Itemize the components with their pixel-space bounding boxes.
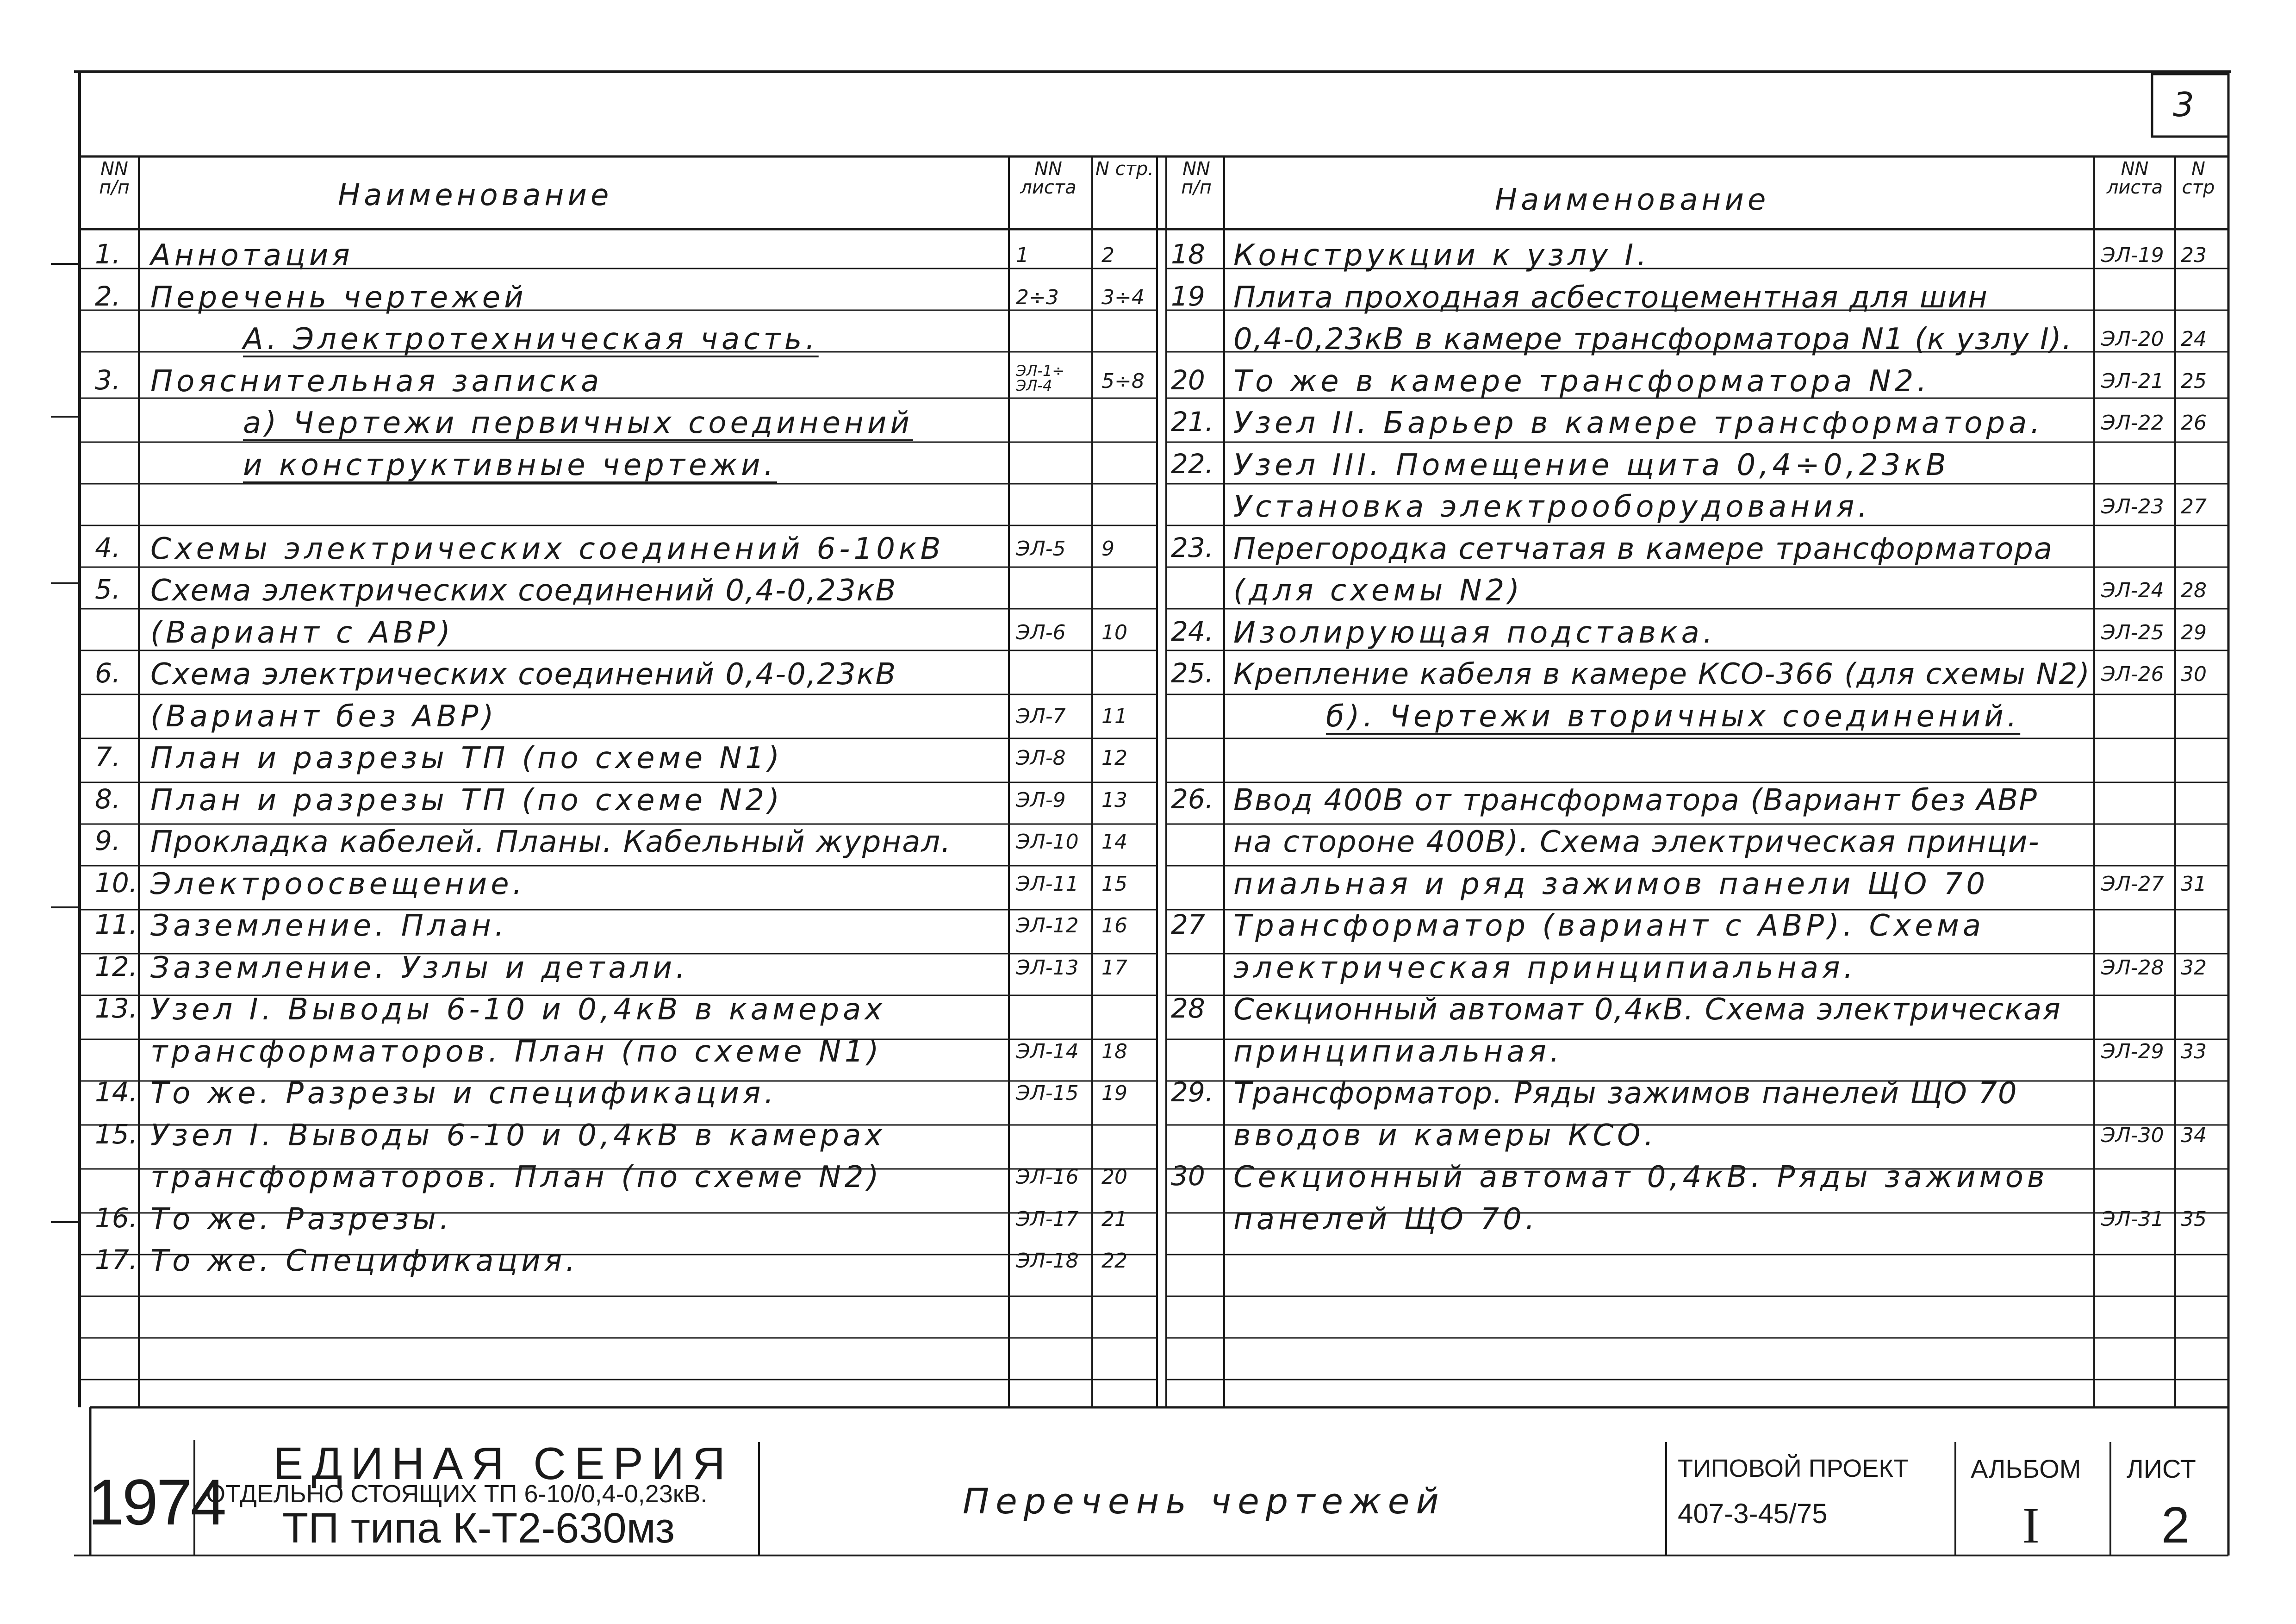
header-page-left: N стр.: [1095, 158, 1154, 180]
left-sheet: ЭЛ-8: [1016, 746, 1066, 770]
right-page: 26: [2181, 411, 2207, 435]
left-sheet: ЭЛ-15: [1016, 1081, 1079, 1105]
left-page: 3÷4: [1101, 285, 1145, 309]
header-num-right: NN п/п: [1181, 158, 1212, 198]
right-num: 18: [1171, 238, 1205, 270]
right-page: 29: [2181, 620, 2207, 644]
left-text: Заземление. План.: [150, 909, 508, 943]
left-page: 13: [1101, 788, 1127, 812]
header-num-left: NN п/п: [99, 158, 130, 198]
left-num: 11.: [95, 909, 138, 940]
right-num: 28: [1171, 993, 1205, 1024]
right-page: 35: [2181, 1207, 2207, 1231]
left-page: 15: [1101, 872, 1127, 896]
left-sheet: ЭЛ-5: [1016, 537, 1066, 561]
header-sheets-right: NN листа: [2106, 158, 2163, 198]
right-sheet: ЭЛ-24: [2101, 579, 2164, 602]
left-sheet: ЭЛ-16: [1016, 1165, 1079, 1189]
left-num: 5.: [95, 574, 121, 605]
left-text: План и разрезы ТП (по схеме N2): [150, 783, 784, 818]
right-sheet: ЭЛ-31: [2101, 1207, 2164, 1231]
right-text: вводов и камеры КСО.: [1233, 1118, 1657, 1153]
left-sheet: ЭЛ-17: [1016, 1207, 1079, 1231]
left-sheet: ЭЛ-9: [1016, 788, 1066, 812]
left-sheet: ЭЛ-18: [1016, 1249, 1079, 1273]
right-page: 30: [2181, 662, 2207, 686]
left-text: а) Чертежи первичных соединений: [243, 406, 914, 440]
left-text: Аннотация: [150, 238, 354, 273]
right-num: 20: [1171, 364, 1205, 396]
series-title: ЕДИНАЯ СЕРИЯ: [273, 1438, 734, 1489]
project-label: ТИПОВОЙ ПРОЕКТ: [1678, 1455, 1909, 1482]
left-text: А. Электротехническая часть.: [243, 322, 819, 356]
left-text: Перечень чертежей: [150, 280, 527, 315]
left-text: Схема электрических соединений 0,4-0,23кВ: [150, 657, 897, 692]
right-text: панелей ЩО 70.: [1233, 1202, 1538, 1237]
right-sheet: ЭЛ-23: [2101, 495, 2164, 518]
left-page: 5÷8: [1101, 369, 1145, 393]
right-sheet: ЭЛ-22: [2101, 411, 2164, 435]
left-num: 2.: [95, 280, 121, 312]
right-page: 31: [2181, 872, 2207, 896]
right-sheet: ЭЛ-29: [2101, 1039, 2164, 1063]
right-text: принципиальная.: [1233, 1034, 1563, 1069]
header-sheets-left: NN листа: [1020, 158, 1076, 198]
left-page: 20: [1101, 1165, 1127, 1189]
left-num: 8.: [95, 783, 121, 815]
left-num: 1.: [95, 238, 121, 270]
left-page: 18: [1101, 1039, 1127, 1063]
right-num: 23.: [1171, 531, 1214, 563]
right-text: электрическая принципиальная.: [1233, 950, 1857, 985]
right-sheet: ЭЛ-20: [2101, 327, 2164, 351]
left-page: 14: [1101, 830, 1127, 854]
right-page: 25: [2181, 369, 2207, 393]
left-page: 22: [1101, 1249, 1127, 1273]
right-num: 21.: [1171, 406, 1214, 437]
left-sheet: ЭЛ-11: [1016, 872, 1079, 896]
right-num: 25.: [1171, 657, 1214, 689]
left-num: 15.: [95, 1118, 138, 1150]
sheet-label: ЛИСТ: [2127, 1454, 2196, 1483]
left-sheet: ЭЛ-6: [1016, 620, 1066, 644]
left-text: Узел I. Выводы 6-10 и 0,4кВ в камерах: [150, 993, 886, 1027]
album-value: I: [2022, 1497, 2040, 1554]
left-num: 4.: [95, 531, 121, 563]
right-page: 27: [2181, 495, 2207, 518]
left-sheet: ЭЛ-1÷ ЭЛ-4: [1016, 362, 1065, 394]
left-sheet: 2÷3: [1016, 285, 1059, 309]
left-text: То же. Разрезы и спецификация.: [150, 1076, 778, 1111]
right-text: 0,4-0,23кВ в камере трансформатора N1 (к узлу I).: [1233, 322, 2073, 356]
right-num: 24.: [1171, 615, 1214, 647]
left-sheet: ЭЛ-12: [1016, 914, 1079, 937]
left-page: 10: [1101, 620, 1127, 644]
left-text: Электроосвещение.: [150, 867, 526, 901]
right-page: 28: [2181, 579, 2207, 602]
right-num: 27: [1171, 909, 1205, 940]
left-page: 17: [1101, 956, 1127, 980]
project-number: 407-3-45/75: [1678, 1498, 1828, 1529]
right-text: пиальная и ряд зажимов панели ЩО 70: [1233, 867, 1989, 901]
left-page: 21: [1101, 1207, 1127, 1231]
left-page: 11: [1101, 704, 1127, 728]
right-text: Конструкции к узлу I.: [1233, 238, 1650, 273]
header-page-right: N стр: [2182, 158, 2215, 198]
right-text: Узел III. Помещение щита 0,4÷0,23кВ: [1233, 448, 1950, 482]
right-num: 19: [1171, 280, 1205, 312]
left-sheet: ЭЛ-7: [1016, 704, 1066, 728]
left-page: 19: [1101, 1081, 1127, 1105]
right-text: (для схемы N2): [1233, 574, 1524, 608]
left-page: 12: [1101, 746, 1127, 770]
right-sheet: ЭЛ-21: [2101, 369, 2164, 393]
right-text: на стороне 400В). Схема электрическая принци-: [1233, 825, 2040, 859]
right-num: 30: [1171, 1160, 1205, 1192]
left-num: 3.: [95, 364, 121, 396]
right-text: Крепление кабеля в камере КСО-366 (для схемы N2): [1233, 657, 2091, 691]
right-text: б). Чертежи вторичных соединений.: [1326, 699, 2021, 734]
left-sheet: ЭЛ-10: [1016, 830, 1079, 854]
right-page: 24: [2181, 327, 2207, 351]
left-num: 14.: [95, 1076, 138, 1108]
left-text: Пояснительная записка: [150, 364, 603, 399]
left-text: и конструктивные чертежи.: [243, 448, 777, 482]
left-sheet: ЭЛ-14: [1016, 1039, 1079, 1063]
right-text: Плита проходная асбестоцементная для шин: [1233, 280, 1988, 315]
left-page: 16: [1101, 914, 1127, 937]
page-number: 3: [2173, 85, 2194, 124]
left-text: План и разрезы ТП (по схеме N1): [150, 741, 784, 775]
left-num: 6.: [95, 657, 121, 689]
right-sheet: ЭЛ-30: [2101, 1123, 2164, 1147]
tp-type: ТП типа К-Т2-630мз: [282, 1505, 675, 1552]
year: 1974: [88, 1466, 225, 1538]
right-text: Трансформатор. Ряды зажимов панелей ЩО 70: [1233, 1076, 2018, 1111]
right-num: 26.: [1171, 783, 1214, 815]
right-text: Трансформатор (вариант с АВР). Схема: [1233, 909, 1985, 943]
left-text: Схемы электрических соединений 6-10кВ: [150, 531, 945, 566]
left-text: Узел I. Выводы 6-10 и 0,4кВ в камерах: [150, 1118, 886, 1153]
left-page: 2: [1101, 244, 1114, 267]
right-page: 32: [2181, 956, 2207, 980]
left-text: То же. Разрезы.: [150, 1202, 453, 1237]
right-text: Изолирующая подставка.: [1233, 615, 1717, 650]
left-text: Прокладка кабелей. Планы. Кабельный журнал.: [150, 825, 952, 859]
left-page: 9: [1101, 537, 1114, 561]
left-text: Схема электрических соединений 0,4-0,23кВ: [150, 574, 897, 608]
right-text: Узел II. Барьер в камере трансформатора.: [1233, 406, 2044, 440]
left-num: 7.: [95, 741, 121, 773]
series-subtitle: ОТДЕЛЬНО СТОЯЩИХ ТП 6-10/0,4-0,23кВ.: [206, 1480, 708, 1508]
right-num: 22.: [1171, 448, 1214, 480]
left-text: Заземление. Узлы и детали.: [150, 950, 689, 985]
album-label: АЛЬБОМ: [1971, 1454, 2081, 1483]
right-text: Секционный автомат 0,4кВ. Схема электрическая: [1233, 993, 2061, 1027]
left-text: (Вариант с АВР): [150, 615, 454, 650]
sheet-value: 2: [2161, 1497, 2190, 1554]
left-text: (Вариант без АВР): [150, 699, 498, 734]
left-num: 12.: [95, 950, 138, 982]
right-num: 29.: [1171, 1076, 1214, 1108]
right-page: 23: [2181, 244, 2207, 267]
right-text: Секционный автомат 0,4кВ. Ряды зажимов: [1233, 1160, 2048, 1194]
right-sheet: ЭЛ-25: [2101, 620, 2164, 644]
header-name-right: Наименование: [1495, 183, 1770, 217]
right-page: 34: [2181, 1123, 2207, 1147]
left-num: 10.: [95, 867, 138, 899]
right-text: Перегородка сетчатая в камере трансформатора: [1233, 531, 2053, 566]
left-text: трансформаторов. План (по схеме N1): [150, 1034, 883, 1069]
right-text: Установка электрооборудования.: [1233, 490, 1871, 524]
right-sheet: ЭЛ-28: [2101, 956, 2164, 980]
right-text: Ввод 400В от трансформатора (Вариант без АВР: [1233, 783, 2038, 818]
right-sheet: ЭЛ-26: [2101, 662, 2164, 686]
left-num: 16.: [95, 1202, 138, 1234]
left-sheet: 1: [1016, 244, 1029, 267]
left-text: То же. Спецификация.: [150, 1244, 579, 1278]
left-text: трансформаторов. План (по схеме N2): [150, 1160, 883, 1194]
left-num: 17.: [95, 1244, 138, 1275]
header-name-left: Наименование: [338, 178, 613, 212]
right-sheet: ЭЛ-19: [2101, 244, 2164, 267]
right-sheet: ЭЛ-27: [2101, 872, 2164, 896]
drawing-name: Перечень чертежей: [963, 1480, 1445, 1522]
right-page: 33: [2181, 1039, 2207, 1063]
right-text: То же в камере трансформатора N2.: [1233, 364, 1930, 399]
left-num: 9.: [95, 825, 121, 856]
left-num: 13.: [95, 993, 138, 1024]
left-sheet: ЭЛ-13: [1016, 956, 1079, 980]
